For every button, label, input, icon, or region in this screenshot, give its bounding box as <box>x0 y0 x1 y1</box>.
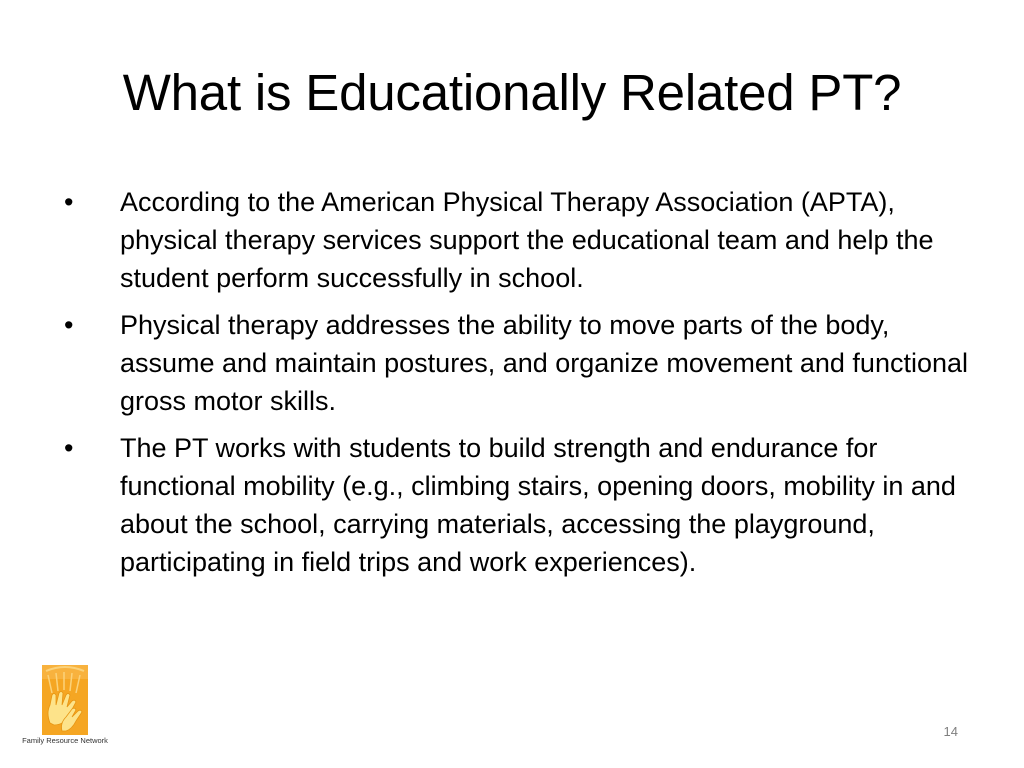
bullet-item <box>60 183 970 297</box>
page-number: 14 <box>943 724 958 739</box>
family-resource-network-logo <box>15 665 115 750</box>
hands-logo-icon <box>42 665 88 735</box>
bullet-marker: • <box>64 433 74 463</box>
bullet-text: Physical therapy addresses the ability to move parts of the body, assume and maintain postures, and organize movement and functional gross motor skills. <box>120 310 969 416</box>
bullet-text: The PT works with students to build strength and endurance for functional mobility (e.g., climbing stairs, opening doors, mobility in and about the school, carrying materials, accessing the playground, participating in field trips and work experiences). <box>120 433 956 577</box>
bullet-marker: • <box>64 187 74 217</box>
bullet-marker: • <box>64 310 74 340</box>
bullet-text: According to the American Physical Therapy Association (APTA), physical therapy services support the educational team and help the student perform successfully in school. <box>120 187 934 293</box>
bullet-item <box>60 429 970 581</box>
logo-name: Family Resource Network <box>22 736 108 745</box>
slide-title: What is Educationally Related PT? <box>122 64 902 121</box>
bullet-item <box>60 306 970 420</box>
bullet-list <box>60 183 970 590</box>
